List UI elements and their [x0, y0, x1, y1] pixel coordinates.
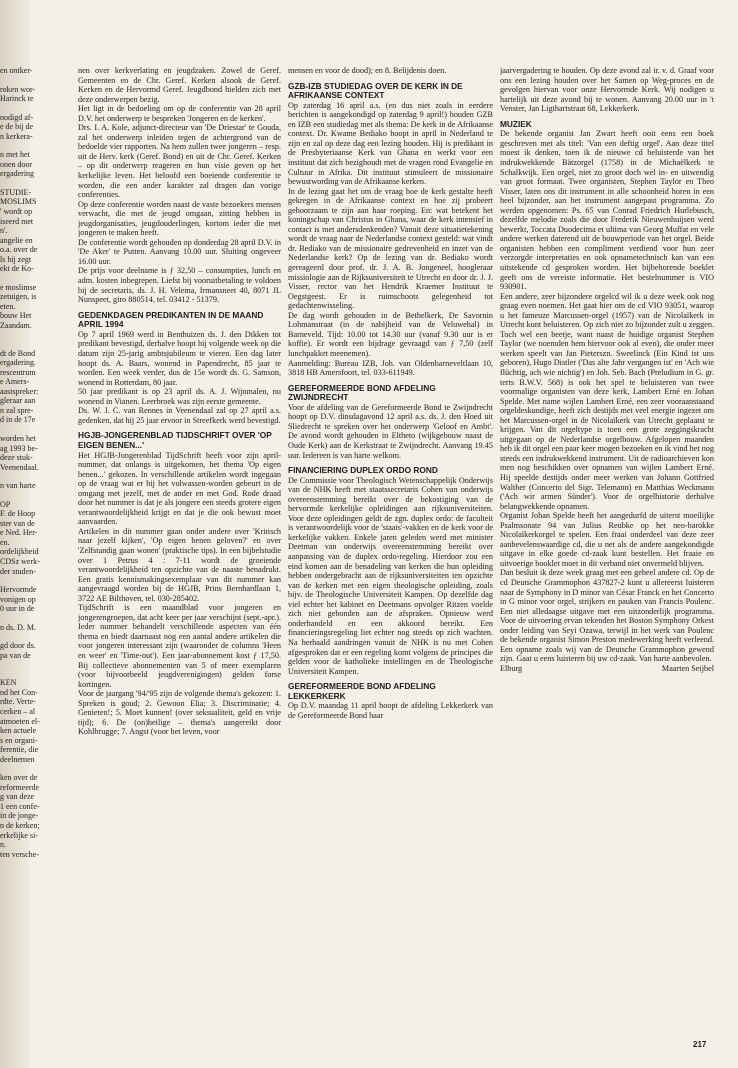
paragraph: De prijs voor deelname is ƒ 32,50 – consumpties, lunch en adm. kosten inbegrepen. Liefst bij vooruitbetaling te voldoen bij de secretaris, ds. J. H. Velema, Irmansneet 40, 8071 JL Nunspeet, giro 880514, tel. 03412 - 51379.	[78, 266, 281, 305]
text-fragment: CDSz werk-	[0, 556, 40, 566]
text-fragment: rescentrum	[0, 367, 36, 377]
text-fragment: ordelijkheid	[0, 547, 39, 557]
text-fragment: ferentie, die	[0, 745, 39, 755]
text-fragment: n.	[0, 840, 6, 850]
text-fragment: s en organi-	[0, 735, 38, 745]
paragraph: Ds. W. J. C. van Rennes in Veenendaal zal op 27 april a.s. gedenken, dat hij 25 jaar ervoor in Streefkerk werd bevestigd.	[78, 406, 281, 425]
paragraph: 50 jaar predikant is op 23 april ds. A. J. Wijnmalen, nu wonend in Vianen. Leerbroek was zijn eerste gemeente.	[78, 387, 281, 406]
paragraph: Artikelen in dit nummer gaan onder andere over 'Kritisch naar jezelf kijken', 'Op eigen benen geloven?' en over 'Zelfstandig gaan wonen' (praktische tips). In een bijbelstudie over 1 Petrus 4 : 7-11 wordt de groeiende verantwoordelijkheid ten opzichte van de naaste benadrukt. Een gratis kennismakingsexemplaar van dit nummer kan aangevraagd worden bij de HGJB, Prins Bernhardlaan 1, 3722 AE Bilthoven, tel. 030-285402.	[78, 526, 281, 603]
paragraph: Aanmelding: Bureau IZB, Joh. van Oldenbarneveltlaan 10, 3818 HB Amersfoort, tel. 033-611949.	[288, 358, 493, 378]
paragraph: Een andere, zeer bijzondere orgelcd wil ik u deze week ook nog graag even noemen. Het gaat hier om de cd VIO 93051, waarop u het fameuze Marcussen-orgel (1957) van de Nicolaïkerk in Utrecht kunt beluisteren. Op zich niet zo bijzonder zult u zeggen. Toch wel een beetje, want naast de huidige organist Stephen Taylor (we noemden hem hiervoor ook al even), die onder meer werken speelt van Jan Pieterszn. Sweelinck (Ein Kind ist uns geboren), Hugo Distler ('Das alte Jahr vergangen ist' en 'Ach wie flüchtig, ach wie nichtig') en Joh. Seb. Bach (Preludium in G. gr. terts B.W.V. 568) is ook het spel te beluisteren van twee voormalige organisten van deze kerk, Lambert Erné en Johan Spelde. Met name wijlen Lambert Erné, een zeer vooraanstaand orgeldeskundige, heeft zich destijds met veel energie ingezet om het Marcussen-orgel in de Nicolaïkerk van Utrecht geplaatst te krijgen. Van dit orgeltype is toen een grote zeggingskracht uitgegaan op de Nederlandse orgelbouw. Afgelopen maanden heb ik dit orgel een paar keer mogen bezoeken en ik vind het nog steeds een indrukwekkend instrument. Uit de radioarchieven kon men nog beschikken over opnamen van wijlen Lambert Erné. Hij speelde destijds onder meer werken van Johann Gottfried Walther (Concerto del Sigr. Telemann) en Matthias Weckmann ('Ach wir armen Sünder'). Voor de orgelhistorie derhalve belangwekkende opnamen.	[500, 291, 714, 511]
fragment-gap	[0, 76, 52, 85]
text-fragment: e moslimse	[0, 282, 37, 292]
text-fragment: n de kerken;	[0, 821, 40, 830]
text-fragment: n van harte	[0, 481, 36, 491]
text-fragment: vonigen op	[0, 594, 36, 604]
text-fragment: erkelijke si-	[0, 830, 38, 840]
text-fragment: nd het Con-	[0, 687, 38, 697]
paragraph: Dan besluit ik deze week graag met een geheel andere cd. Op de cd Deutsche Grammophon 437827-2 kunt u allereerst luisteren naar de Symphony in D minor van César Franck en het Concerto in G minor voor orgel, strijkers en pauken van Francis Poulenc. Een niet alledaagse uitgave met een uitzonderlijk programma. Voor de uitvoering ervan tekenden het Boston Symphony Orkest onder leiding van Seyi Ozawa, terwijl in het werk van Poulenc de bekende organist Simon Preston medewerking heeft verleend. Een opname zoals wij van de Deutsche Grammophon gewend zijn. Gaat u eens luisteren bij uw cd-zaak. Van harte aanbevolen.	[500, 568, 714, 664]
paragraph: Op zaterdag 16 april a.s. (en dus niet zoals in eerdere berichten is aangekondigd op zaterdag 9 april!) houden GZB en IZB een studiedag met als thema: De kerk in de Afrikaanse context. Dr. Kwame Bediako hoopt in april in Nederland te zijn en zal op deze dag een lezing houden. Hij is predikant in de Presbyteriaanse Kerk van Ghana en werkt voor een instituut dat zich bezighoudt met de vragen rond Evangelie en Cultuur in Afrika. Dit instituut stimuleert de missionaire bewustwording van de Afrikaanse kerken.	[288, 100, 493, 187]
text-fragment: ekt de Ko-	[0, 264, 34, 274]
text-fragment: e Ned. Her-	[0, 528, 38, 538]
text-fragment: deze stuk-	[0, 453, 33, 463]
text-fragment: ' wordt op	[0, 207, 33, 217]
article-heading: GEDENKDAGEN PREDIKANTEN IN DE MAAND APRIL 1994	[78, 309, 264, 330]
text-fragment: zetuigen, is	[0, 292, 37, 302]
fragment-gap	[0, 425, 52, 434]
fragment-gap	[0, 340, 52, 349]
fragment-gap	[0, 491, 52, 500]
text-fragment: dt de Bond	[0, 348, 36, 358]
text-fragment: n'.	[0, 226, 8, 236]
text-fragment: o.a. over de	[0, 245, 38, 255]
text-fragment: reformeerde	[0, 782, 40, 792]
fragment-gap	[0, 274, 52, 283]
text-fragment: bouw Het	[0, 311, 32, 321]
text-fragment: Zaandam.	[0, 321, 32, 331]
signature-place: Elburg	[500, 663, 523, 673]
text-fragment: 0 uur in de	[0, 604, 35, 614]
left-page-cut-column	[0, 66, 52, 859]
fragment-gap	[0, 660, 52, 669]
page-number: 217	[693, 1040, 707, 1049]
column-1	[78, 66, 281, 737]
fragment-gap	[0, 104, 52, 113]
text-fragment: n met het	[0, 150, 30, 160]
text-fragment: n kerkera-	[0, 131, 33, 141]
article-heading: HGJB-JONGERENBLAD TIJDSCHRIFT OVER 'OP EIGEN BENEN...'	[78, 430, 272, 450]
text-fragment: pa van de	[0, 650, 31, 660]
column-3	[500, 66, 714, 674]
paragraph: jaarvergadering te houden. Op deze avond zal ir. v. d. Graaf voor ons een lezing houden over het Samen op Weg-proces en de gevolgen hiervan voor onze Hervormde Kerk. Wij nodigen u hartelijk uit deze avond bij te wonen. Aanvang 20.00 uur in 't Venster, Jan Ligthartstraat 68, Lekkerkerk.	[500, 66, 714, 114]
text-fragment: nodigd af-	[0, 112, 34, 122]
text-fragment: Hervormde	[0, 585, 37, 595]
fragment-gap	[0, 576, 52, 585]
paragraph: Op 7 april 1969 werd in Benthuizen ds. J. den Dikken tot predikant bevestigd, derhalve hoopt hij volgende week op die datum zijn 25-jarig ambtsjubileum te vieren. Een dag later hoopt ds. A. Baars, wonend in Papendrecht, 85 jaar te worden. Een week verder, dus de 15e wordt ds. G. Samson, wonend in Rotterdam, 80 jaar.	[78, 329, 281, 387]
fragment-gap	[0, 331, 52, 340]
text-fragment: OP	[0, 499, 11, 509]
text-fragment: worden het	[0, 433, 36, 443]
fragment-gap	[0, 669, 52, 678]
paragraph: Het HGJB-Jongerenblad TijdSchrift heeft voor zijn april-nummer, dat onlangs is uitgekomen, het thema 'Op eigen benen...' gekozen. In verschillende artikelen wordt ingegaan op de vraag wat er bij het volwassen-worden gebeurt in de omgang met jezelf, met de ander en met God. Rode draad door het nummer is dat je als jongere een steeds grotere eigen verantwoordelijkheid krijgt en dat je die ook bewust moet aanvaarden.	[78, 450, 281, 527]
text-fragment: gd door ds.	[0, 641, 36, 651]
text-fragment: en.	[0, 537, 10, 547]
text-fragment: e de bij de	[0, 122, 34, 132]
text-fragment: deelnemen	[0, 754, 35, 764]
paragraph: mensen en voor de dood); en 8. Belijdenis doen.	[288, 66, 447, 75]
fragment-gap	[0, 179, 52, 188]
fragment-gap	[0, 472, 52, 481]
text-fragment: F. de Hoop	[0, 509, 36, 519]
article-heading: FINANCIERING DUPLEX ORDO ROND	[288, 465, 438, 476]
paragraph: De bekende organist Jan Zwart heeft ooit eens een boek geschreven met als titel: 'Van een deftig orgel'. Aan deze titel moest ik denken, toen ik de nieuwe cd beluisterde van het indrukwekkende Bätzorgel (1758) in de Michaëlkerk te Schalkwijk. Een orgel, niet zo groot doch wel in- en uitwendig van groot formaat. Twee organisten, Stephen Taylor en Theo Visser, laten ons dit instrument in alle schoonheid horen in een heel bijzonder, aan het instrument aangepast programma. Zo werden opgenomen: Ps. 65 van Conrad Friedrich Hurlebusch, dezelfde melodie zoals die door Frederik Nieuwenhuijsen werd bewerkt, Toccata Duodecima et ultima van Georg Muffat en vele andere werken daterend uit de bouwperiode van het orgel. Beide organisten hebben een compliment verdiend voor hun zeer verzorgde interpretaties en ook opnametechnisch kan van een uitstekende cd gesproken worden. Het bijbehorende boeklet geeft ons de vereiste informatie. Het bestelnummer is VIO 930901.	[500, 129, 714, 292]
article-heading: GEREFORMEERDE BOND AFDELING ZWIJNDRECHT	[288, 382, 436, 403]
fragment-gap	[0, 632, 52, 641]
text-fragment: d in de 17e	[0, 415, 36, 425]
text-fragment: KEN	[0, 678, 17, 688]
article-heading: MUZIEK	[500, 118, 532, 129]
text-fragment: onen door	[0, 159, 33, 169]
text-fragment: n zal spre-	[0, 405, 34, 415]
fragment-gap	[0, 764, 52, 773]
text-fragment: Veenendaal.	[0, 462, 39, 472]
paragraph: Op deze conferentie worden naast de vaste bezoekers mensen verwacht, die met de jeugd omgaan, zitting hebben in jeugdorganisaties, jeugdouderlingen, kortom ieder die met jongeren te maken heeft.	[78, 199, 281, 238]
signature-line	[500, 664, 714, 674]
text-fragment: en ontker-	[0, 66, 33, 75]
text-fragment: atmoeten el-	[0, 716, 40, 726]
fragment-gap	[0, 141, 52, 150]
text-fragment: rdte. Verte-	[0, 697, 36, 707]
text-fragment: ergadering.	[0, 358, 37, 368]
text-fragment: n ds. D. M.	[0, 622, 37, 632]
text-fragment: MOSLIMS	[0, 197, 37, 207]
text-fragment: gleraar aan	[0, 396, 36, 406]
text-fragment: der studen-	[0, 566, 36, 576]
paragraph: De conferentie wordt gehouden op donderdag 28 april D.V. in 'De Aker' te Putten. Aanvang 10.00 uur. Sluiting ongeveer 16.00 uur.	[78, 237, 281, 266]
paragraph: Het ligt in de bedoeling om op de conferentie van 28 april D.V. het onderwerp te bespreken 'Jongeren en de kerken'.	[78, 104, 281, 123]
text-fragment: iseerd met	[0, 216, 34, 226]
paragraph: In de lezing gaat het om de vraag hoe de kerk gestalte heeft gekregen in de Afrikaanse context en hoe zij probeert gehoorzaam te zijn aan haar roeping. En: wat betekent het koningschap van Christus in Ghana, waar de kerk intensief in contact is met andersdenkenden? Vanuit deze situatietekening wordt de vraag naar de Nederlandse context gesteld: wat vindt dr. Bediako van de missionaire gedrevenheid en inzet van de Nederlandse kerk? Op de lezing van dr. Bediako wordt gereageerd door prof. dr. J. A. B. Jongeneel, hoogleraar missiologie aan de Rijksuniversiteit te Utrecht en door dr. J. J. Visser, rector van het Hendrik Kraemer Instituut te Oegstgeest. Er is ruimschoots gelegenheid tot gedachtenwisseling.	[288, 186, 493, 311]
paragraph: Op D.V. maandag 11 april hoopt de afdeling Lekkerkerk van de Gereformeerde Bond haar	[288, 701, 493, 720]
article-heading: GEREFORMEERDE BOND AFDELING LEKKERKERK	[288, 681, 436, 701]
text-fragment: aastspreker:	[0, 386, 39, 396]
column-2	[288, 66, 493, 720]
text-fragment: 1 een confe-	[0, 801, 40, 811]
paragraph: TijdSchrift is een maandblad voor jongeren en jongerengroepen, dat acht keer per jaar verschijnt (sept.-apr.). Ieder nummer behandelt verschillende aspecten van één thema en biedt daarnaast nog een aantal andere artikelen die voor jongeren interessant zijn (waaronder de columns 'Heen en weer' en 'Time-out'). Een jaar-abonnement kost ƒ 17,50. Bij collectieve abonnementen van 5 of meer exemplaren (voor bijvoorbeeld jeugdverenigingen) gelden forse kortingen.	[78, 603, 281, 689]
text-fragment: cerken – al	[0, 706, 36, 716]
text-fragment: g van deze	[0, 792, 35, 802]
article-heading: GZB-IZB STUDIEDAG OVER DE KERK IN DE AFRIKAANSE CONTEXT	[288, 80, 463, 101]
fragment-gap	[0, 614, 52, 623]
text-fragment: ster van de	[0, 518, 35, 528]
paragraph: Voor de jaargang '94/'95 zijn de volgende thema's gekozen: 1. Spreken is goud; 2. Gewoon Elia; 3. Discriminatie; 4. Genieten!; 5. Moet kunnen! (over seksualiteit, geld en vrije tijd); 6. De (on)heilige – thema's aangereikt door Kohlbrugge; 7. Angst (voor het leven, voor	[78, 689, 281, 737]
text-fragment: in de jonge-	[0, 811, 39, 821]
signature-author: Maarten Seijbel	[661, 663, 714, 673]
text-fragment: Harinck te	[0, 94, 34, 104]
paragraph: De dag wordt gehouden in de Bethelkerk, De Savornin Lohmanstraat (in de nabijheid van de Veluwehal) in Barneveld. Tijd: 10.00 tot 14.30 uur (vanaf 9.30 uur is er koffie). Er wordt een bijdrage gevraagd van ƒ 7,50 (zelf lunchpakket meenemen).	[288, 310, 493, 358]
paragraph: nen over kerkverlating en jeugdzaken. Zowel de Geref. Gemeenten en de Chr. Geref. Kerken alsook de Geref. Kerken en de Hervormd Geref. Jeugdbond hielden zich met deze onderwerpen bezig.	[78, 66, 281, 104]
text-fragment: ten versche-	[0, 849, 39, 859]
text-fragment: STUDIE-	[0, 187, 32, 197]
paragraph: De Commissie voor Theologisch Wetenschappelijk Onderwijs van de NHK heeft met staatssecretaris Cohen van onderwijs overeenstemming bereikt over de bekostiging van de hervormde kerkelijke opleidingen aan rijksuniversiteiten. Voor deze opleidingen geldt de zgn. duplex ordo: de faculteit is verantwoordelijk voor de 'staats'-vakken en de kerk voor de kerkelijke vakken. Enkele jaren geleden werd met minister Deetman van onderwijs overeenstemming bereikt over aanpassing van de duplex ordo-regeling. Hierdoor zou een eind komen aan de benadeling van kerken die hun opleiding hebben ondergebracht aan de rijksuniversiteiten ten opzichte van de kerken met een eigen theologische opleiding, zoals bijv. de Theologische Universiteit Kampen. Op dezelfde dag viel echter het kabinet en Deetmans opvolger Ritzen voelde zich niet gebonden aan de afspraken. Opnieuw werd onderhandeld en een akkoord bereikt. Een financieringsregeling liet echter nog steeds op zich wachten. Na herhaald aandringen vanuit de NHK is nu met Cohen afgesproken dat er een regeling komt volgens de principes die gelden voor de katholieke instellingen en de Theologische Universiteit Kampen.	[288, 475, 493, 676]
text-fragment: ls hij zegt	[0, 254, 32, 264]
text-fragment: ag 1993 be-	[0, 443, 38, 453]
text-fragment: roken wor-	[0, 84, 36, 94]
paragraph: Drs. I. A. Kole, adjunct-directeur van 'De Driestar' te Gouda, zal het onderwerp inleiden tegen de achtergrond van de bedoelde vier rapporten. Na hem zullen twee jongeren – resp. uit de Herv. kerk (Geref. Bond) en uit de Chr. Geref. Kerken – op dit onderwerp reageren en hun visie geven op het kerkelijke leven. Het beloofd een boeiende conferentie te worden, die een ander karakter zal dragen dan vorige conferenties.	[78, 123, 281, 200]
text-fragment: e Amers-	[0, 377, 30, 387]
text-fragment: angelie en	[0, 235, 33, 245]
text-fragment: eten.	[0, 301, 16, 311]
text-fragment: ergadering	[0, 169, 35, 179]
paragraph: Organist Johan Spelde heeft het aangedurfd de uiterst moeilijke Psalmsonate 94 van Julius Reubke op het neo-barokke Nicolaïkerkorgel te spelen. Een fraai onderdeel van deze zeer aanbevelenswaardige cd, die u net als de andere aangekondigde uitgave in elke goede cd-zaak kunt bestellen. Het fraaie en uitvoerige booklet moet in dit verband niet onvermeld blijven.	[500, 511, 714, 568]
paragraph: Voor de afdeling van de Gereformeerde Bond te Zwijndrecht hoopt op D.V. dinsdagavond 12 april a.s. ds. J. den Hoed uit Sliedrecht te spreken over het onderwerp 'Geloof en Ambt'. De avond wordt gehouden in Eltheto (wijkgebouw naast de Oude Kerk) aan de Kerkstraat te Zwijndrecht. Aanvang 19.45 uur. Iedereen is van harte welkom.	[288, 402, 493, 460]
text-fragment: ken over de	[0, 773, 38, 783]
text-fragment: ken actuele	[0, 726, 37, 736]
